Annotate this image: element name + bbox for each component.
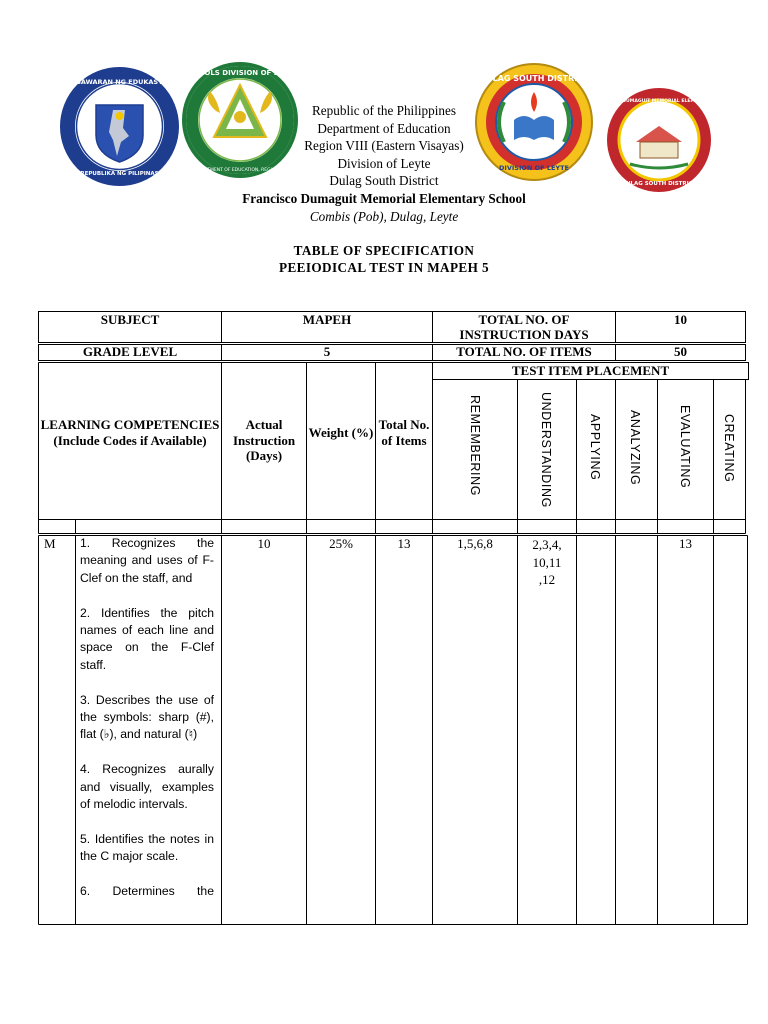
weight-header: Weight (%)	[308, 425, 374, 440]
instruction-days-value: 10	[257, 536, 271, 551]
svg-text:SCHOOLS DIVISION OF LEYTE: SCHOOLS DIVISION OF LEYTE	[182, 69, 298, 77]
grade-level-label: GRADE LEVEL	[82, 344, 178, 359]
svg-text:FRANCISCO DUMAGUIT MEMORIAL EL: FRANCISCO DUMAGUIT MEMORIAL ELEMENTARY SCH	[590, 99, 728, 104]
header-department: Department of Education	[317, 120, 451, 136]
svg-text:DIVISION OF LEYTE: DIVISION OF LEYTE	[499, 164, 569, 172]
header-republic: Republic of the Philippines	[312, 103, 456, 118]
level-header-analyzing: ANALYZING	[628, 410, 642, 486]
learning-competencies-header: LEARNING COMPETENCIES (Include Codes if Available)	[40, 417, 220, 448]
header-school-name: Francisco Dumaguit Memorial Elementary School	[242, 190, 526, 206]
competency-item: 6. Determines the	[80, 884, 214, 899]
competency-item: 3. Describes the use of the symbols: sharp (#), flat (♭), and natural (♮)	[80, 692, 214, 742]
total-items-label: TOTAL NO. OF ITEMS	[456, 344, 592, 359]
header-region: Region VIII (Eastern Visayas)	[304, 138, 464, 154]
competency-item: 4. Recognizes aurally and visually, examples of melodic intervals.	[80, 762, 214, 812]
svg-text:DEPARTMENT OF EDUCATION, REGIO: DEPARTMENT OF EDUCATION, REGION VIII	[192, 168, 288, 173]
competency-item: 1. Recognizes the meaning and uses of F-Clef on the staff, and	[80, 536, 214, 585]
level-header-understanding: UNDERSTANDING	[539, 392, 553, 508]
grade-level-value: 5	[323, 344, 331, 359]
title-line-1: TABLE OF SPECIFICATION	[293, 243, 475, 258]
level-header-creating: CREATING	[722, 414, 736, 483]
actual-instruction-header: Actual Instruction (Days)	[232, 417, 296, 463]
understanding-items-line: 10,11	[532, 554, 562, 570]
header-division: Division of Leyte	[337, 155, 431, 171]
remembering-items: 1,5,6,8	[457, 536, 493, 551]
subject-value: MAPEH	[302, 312, 352, 327]
level-header-remembering: REMEMBERING	[468, 395, 482, 497]
svg-text:KAGAWARAN NG EDUKASYON: KAGAWARAN NG EDUKASYON	[65, 78, 174, 86]
understanding-items-line: 2,3,4,	[532, 537, 562, 552]
competency-list	[80, 535, 214, 900]
svg-text:DULAG SOUTH DISTRICT: DULAG SOUTH DISTRICT	[621, 181, 697, 187]
svg-text:DULAG SOUTH DISTRICT: DULAG SOUTH DISTRICT	[479, 74, 589, 83]
total-items-value: 50	[674, 344, 687, 359]
content-area-code: M	[44, 536, 56, 551]
competency-item: 5. Identifies the notes in the C major scale.	[80, 831, 214, 864]
item-count-value: 13	[397, 536, 411, 551]
title-line-2: PEEIODICAL TEST IN MAPEH 5	[279, 259, 489, 275]
subject-label: SUBJECT	[100, 312, 160, 327]
level-header-applying: APPLYING	[588, 414, 602, 481]
level-header-evaluating: EVALUATING	[678, 405, 692, 489]
evaluating-items: 13	[679, 536, 692, 551]
test-item-placement-label: TEST ITEM PLACEMENT	[511, 363, 670, 378]
weight-value: 25%	[329, 536, 353, 551]
total-instruction-days-value: 10	[674, 312, 687, 327]
total-items-header: Total No. of Items	[378, 417, 430, 448]
competency-item: 2. Identifies the pitch names of each line and space on the F-Clef staff.	[80, 605, 214, 672]
header-district: Dulag South District	[329, 173, 439, 189]
understanding-items	[518, 536, 576, 589]
total-instruction-days-label: TOTAL NO. OF INSTRUCTION DAYS	[459, 312, 589, 342]
header-school-address: Combis (Pob), Dulag, Leyte	[309, 208, 459, 224]
svg-text:REPUBLIKA NG PILIPINAS: REPUBLIKA NG PILIPINAS	[80, 171, 159, 177]
understanding-items-line: ,12	[538, 572, 556, 587]
